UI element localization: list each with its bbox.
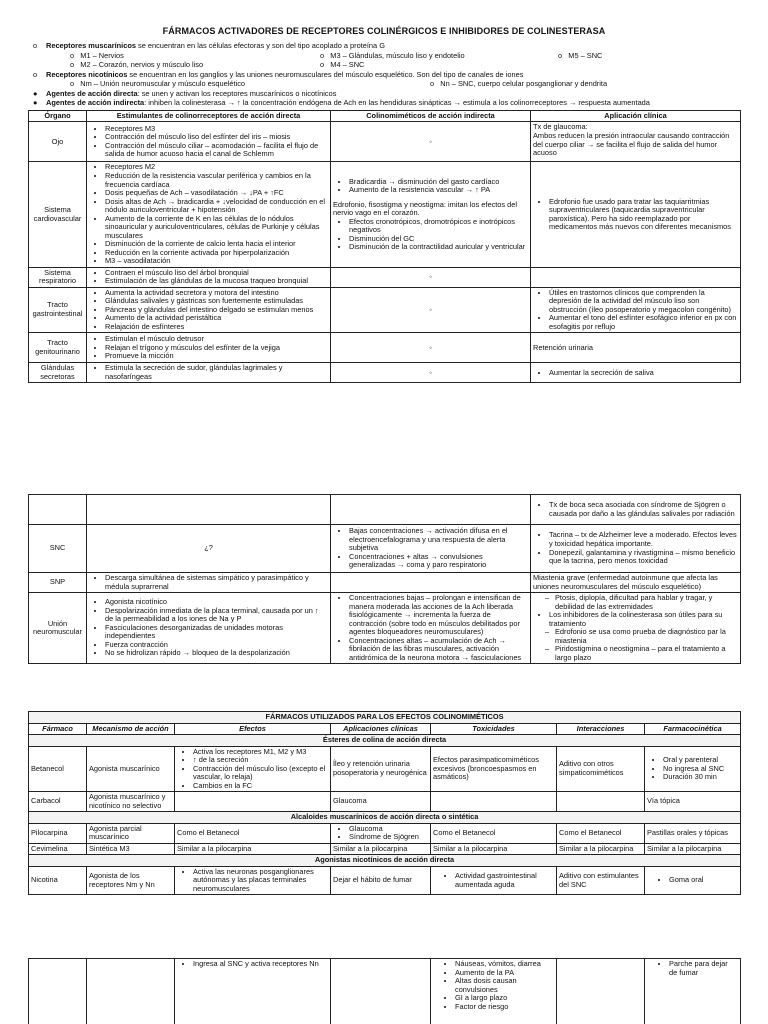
organ-name: Sistema respiratorio xyxy=(29,267,87,287)
page-1 xyxy=(0,0,768,445)
header-applications: Aplicaciones clínicas xyxy=(331,723,431,735)
circle-bullet-icon: o xyxy=(33,41,38,51)
page-3 xyxy=(0,703,768,945)
table-row: Nicotina Agonista de los receptores Nm y Nn • Activa las neuronas posganglionares autónomas y las placas terminales neuromusculares Dejar el hábito de fumar • Actividad gastrointestinal aumentada aguda Aditivo con estimulantes del SNC • Goma oral xyxy=(29,866,741,895)
drug-name: Pilocarpina xyxy=(29,823,87,843)
drug-name: Carbacol xyxy=(29,792,87,812)
table-row: Glándulas secretoras • Estimula la secreción de sudor, glándulas lagrimales y nasofaríngeas ◦ • Aumentar la secreción de saliva xyxy=(29,363,741,383)
table-row: Tracto genitourinario • Estimulan el músculo detrusor • Relajan el trígono y músculos del esfínter de la vejiga • Promueve la micción ◦ Retención urinaria xyxy=(29,333,741,363)
drug-name: Betanecol xyxy=(29,746,87,792)
intro-m-row-1: o M1 – Nervios o M3 – Glándulas, músculo liso y endotelio o M5 – SNC xyxy=(70,50,603,60)
table-row: Carbacol Agonista muscarínico y nicotínico no selectivo Glaucoma Vía tópica xyxy=(29,792,741,812)
drugs-table-title: FÁRMACOS UTILIZADOS PARA LOS EFECTOS COLINOMIMÉTICOS xyxy=(29,712,741,724)
page-2 xyxy=(0,488,768,703)
table-row: Betanecol Agonista muscarínico • Activa los receptores M1, M2 y M3 • ↑ de la secreción • Contracción del músculo liso (excepto el vascular, lo relaja) • Cambios en la FC Íleo y retención urinaria posoperatoria y neurogénica Efectos parasimpaticomiméticos excesivos (broncoespasmos en asmáticos) Aditivo con otros simpaticomiméticos • Oral y parenteral • No ingresa al SNC • Duración 30 min xyxy=(29,746,741,792)
table-row: • Tx de boca seca asociada con síndrome de Sjögren o causada por daño a las glándulas salivales por radiación xyxy=(29,495,741,525)
table-row: Cevimelina Sintética M3 Similar a la pilocarpina Similar a la pilocarpina Similar a la pilocarpina Similar a la pilocarpina Similar a la pilocarpina xyxy=(29,843,741,855)
table-row: SNC ¿? • Bajas concentraciones → activación difusa en el electroencefalograma y una respuesta de alerta subjetiva • Concentraciones + altas → convulsiones generalizadas → coma y paro respiratorio • Tacrina – tx de Alzheimer leve a moderado. Efectos leves y toxicidad hepática importante. • Donepezil, galantamina y rivastigmina – mismo beneficio que la tacrina, pero menos toxicidad xyxy=(29,525,741,573)
header-toxicities: Toxicidades xyxy=(431,723,557,735)
organ-name: Tracto genitourinario xyxy=(29,333,87,363)
table-row: Ojo • Receptores M3 • Contracción del músculo liso del esfínter del iris – miosis • Contracción del músculo ciliar – acomodación – facilita el flujo de salida de humor acuoso hacia el canal de Schlemm ◦ Tx de glaucoma: Ambos reducen la presión intraocular causando contracción del cuerpo ciliar → se facilita el flujo de salida del humor acuoso xyxy=(29,122,741,162)
table-row: Unión neuromuscular • Agonista nicotínico • Despolarización inmediata de la placa terminal, causada por un ↑ de la permeabilidad a los iones de Na y P • Fasciculaciones desorganizadas de unidades motoras independientes • Fuerza contracción • No se hidrolizan rápido → bloqueo de la despolarización • Concentraciones bajas – prolongan e intensifican de manera moderada las acciones de la Ach liberada fisiológicamente → incrementa la fuerza de contracción (sobre todo en músculos debilitados por agentes bloqueadores neuromusculares) • Concentraciones altas – acumulación de Ach → fibrilación de las fibras musculares, activación antidrómica de la neurona motora → fasciculaciones – Ptosis, diplopía, dificultad para hablar y tragar, y debilidad de las extremidades • Los inhibidores de la colinesterasa son útiles para su tratamiento – Edrofonio se usa como prueba de diagnóstico par la miastenia – Piridostigmina o neostigmina – para el tratamiento a largo plazo xyxy=(29,593,741,664)
organ-name: Unión neuromuscular xyxy=(29,593,87,664)
section-header: Alcaloides muscarínicos de acción directa o sintética xyxy=(29,812,741,824)
intro-nicotinic: o Receptores nicotínicos se encuentran en los ganglios y las uniones neuromusculares del músculo esquelético. Son del tipo de canales de iones xyxy=(33,69,524,79)
intro-indirect: ● Agentes de acción indirecta: inhiben la colinesterasa → ↑ la concentración endógena de Ach en las hendiduras sinápticas → estimula a los colinorreceptores → respuesta aumentada xyxy=(33,98,650,108)
header-mechanism: Mecanismo de acción xyxy=(87,723,175,735)
page-4 xyxy=(0,955,768,1024)
document-title: FÁRMACOS ACTIVADORES DE RECEPTORES COLINÉRGICOS E INHIBIDORES DE COLINESTERASA xyxy=(162,26,606,36)
drugs-table xyxy=(28,711,741,895)
empty-mark: ◦ xyxy=(331,363,531,383)
table-row: Tracto gastrointestinal • Aumenta la actividad secretora y motora del intestino • Glándulas salivales y gástricas son fuertemente estimuladas • Páncreas y glándulas del intestino delgado se estimulan menos • Aumento de la actividad peristáltica • Relajación de esfínteres ◦ • Útiles en trastornos clínicos que comprenden la depresión de la actividad del músculo liso son obstrucción (íleo posoperatorio y megacolon congénito) • Aumentar el tono del esfínter esofágico inferior en px con esofagitis por reflujo xyxy=(29,287,741,333)
table-row: Pilocarpina Agonista parcial muscarínico Como el Betanecol • Glaucoma • Síndrome de Sjögren Como el Betanecol Como el Betanecol Pastillas orales y tópicas xyxy=(29,823,741,843)
empty-mark: ◦ xyxy=(331,287,531,333)
drug-name: Cevimelina xyxy=(29,843,87,855)
section-header: Ésteres de colina de acción directa xyxy=(29,735,741,747)
intro-n-row: o Nm – Unión neuromuscular y músculo esquelético o Nn – SNC, cuerpo celular posganglionar y dendrita xyxy=(70,79,608,89)
intro-muscarinic: o Receptores muscarínicos se encuentran en las células efectoras y son del tipo acoplado a proteína G xyxy=(33,41,385,51)
organ-effects-table xyxy=(28,110,741,383)
section-header: Agonistas nicotínicos de acción directa xyxy=(29,855,741,867)
organ-name: Glándulas secretoras xyxy=(29,363,87,383)
drug-name: Nicotina xyxy=(29,866,87,895)
organ-name: Ojo xyxy=(29,122,87,162)
organ-name: Sistema cardiovascular xyxy=(29,162,87,267)
empty-mark: ◦ xyxy=(331,267,531,287)
header-pharmacokinetics: Farmacocinética xyxy=(645,723,741,735)
table-row: Sistema cardiovascular • Receptores M2 • Reducción de la resistencia vascular periférica y cambios en la frecuencia cardíaca • Dosis pequeñas de Ach – vasodilatación → ↓PA + ↑FC • Dosis altas de Ach → bradicardia + ↓velocidad de conducción en el nódulo auriculoventricular + hipotensión • Aumento de la corriente de K en las células de lo nódulos sinoauricular y auriculoventriculares, células de Purkinje y células musculares • Disminución de la corriente de calcio lenta hacia el interior • Reducción en la corriente activada por hiperpolarización • M3 – vasodilatación • Bradicardia → disminución del gasto cardíaco • Aumento de la resistencia vascular → ↑ PA Edrofonio, fisostigma y neostigma: imitan los efectos del nervio vago en el corazón. • Efectos cronotrópicos, dromotrópicos e inotrópicos negativos • Disminución del GC • Disminución de la contractilidad auricular y ventricular • Edrofonio fue usado para tratar las taquiarritmias supraventriculares (taquicardia supraventricular paroxística). Pero ha sido reemplazado por medicamentos más nuevos con diferentes mecanismos xyxy=(29,162,741,267)
table-row: Sistema respiratorio • Contraen el músculo liso del árbol bronquial • Estimulación de las glándulas de la mucosa traqueo bronquial ◦ xyxy=(29,267,741,287)
intro-m-row-2: o M2 – Corazón, nervios y músculo liso o M4 – SNC xyxy=(70,60,365,70)
header-direct: Estimulantes de colinorreceptores de acción directa xyxy=(87,110,331,122)
header-drug: Fármaco xyxy=(29,723,87,735)
empty-mark: ◦ xyxy=(331,122,531,162)
header-indirect: Colinomiméticos de acción indirecta xyxy=(331,110,531,122)
bullet-icon: ● xyxy=(33,98,38,108)
empty-mark: ◦ xyxy=(331,333,531,363)
header-interactions: Interacciones xyxy=(557,723,645,735)
organ-name: SNC xyxy=(29,525,87,573)
header-effects: Efectos xyxy=(175,723,331,735)
bullet-icon: ● xyxy=(33,88,38,98)
circle-bullet-icon: o xyxy=(33,69,38,79)
table-row: SNP • Descarga simultánea de sistemas simpático y parasimpático y médula suprarrenal Miastenia grave (enfermedad autoinmune que afecta las uniones neuromusculares del músculo esquelético) xyxy=(29,573,741,593)
drugs-table-continued xyxy=(28,958,741,1024)
header-organ: Órgano xyxy=(29,110,87,122)
organ-name: SNP xyxy=(29,573,87,593)
intro-list xyxy=(30,42,740,108)
organ-name: Tracto gastrointestinal xyxy=(29,287,87,333)
header-clinical: Aplicación clínica xyxy=(531,110,741,122)
organ-effects-table-continued xyxy=(28,494,741,664)
table-row: • Ingresa al SNC y activa receptores Nn • Náuseas, vómitos, diarrea • Aumento de la PA • Altas dosis causan convulsiones • GI a largo plazo • Factor de riesgo • Parche para dejar de fumar xyxy=(29,959,741,1024)
intro-direct: ● Agentes de acción directa: se unen y activan los receptores muscarínicos o nicotínicos xyxy=(33,88,337,98)
